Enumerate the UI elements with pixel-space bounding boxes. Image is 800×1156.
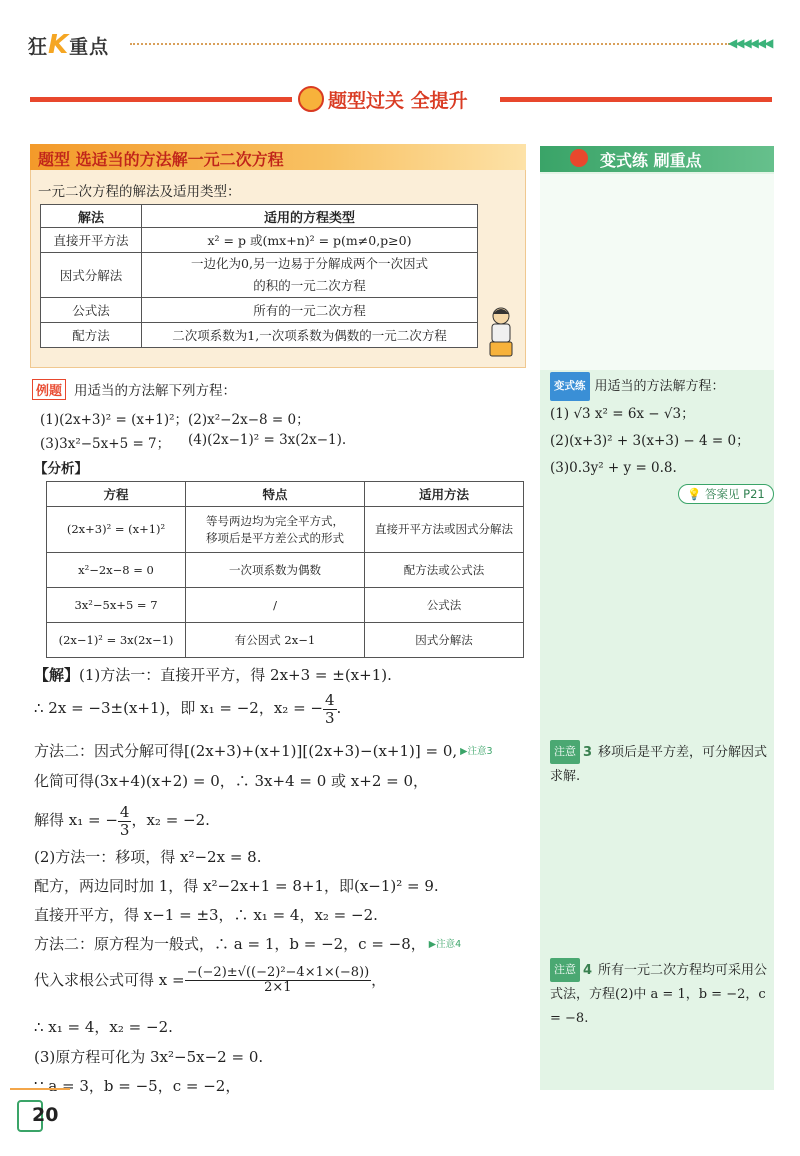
solution-line-13: ∵ a = 3，b = −5，c = −2， (34, 1077, 241, 1095)
practice-q1: (1) √3 x² = 6x − √3； (550, 406, 695, 422)
table-header: 方程 (47, 482, 186, 507)
quadratic-formula: $\frac{\text{−(−2)±√((−2)²−4×1×(−8))}}{2\times 1}$ (186, 965, 370, 996)
table-header: 特点 (186, 482, 365, 507)
analysis-label: 【分析】 (34, 461, 88, 477)
table-row: 3x²−5x+5 = 7 / 公式法 (47, 588, 524, 623)
solution-line-12: (3)原方程可化为 3x²−5x−2 = 0. (34, 1048, 264, 1066)
solution-line-5: 解得 x₁ = − $\frac{4}{3}$ ，x₂ = −2. (34, 803, 210, 839)
brand-logo: 狂K重点 (28, 30, 110, 60)
solution-line-11: ∴ x₁ = 4，x₂ = −2. (34, 1018, 173, 1036)
answer-link[interactable]: 💡 答案见 P21 (678, 484, 774, 504)
methods-table (40, 204, 478, 348)
solution-line-2: ∴ 2x = −3±(x+1)，即 x₁ = −2，x₂ = − $\frac{4}{3}$ . (34, 691, 342, 727)
table-header: 解法 (41, 205, 142, 228)
note-tag: 注意 (550, 958, 580, 982)
solution-line-4: 化简可得(3x+4)(x+2) = 0，∴ 3x+4 = 0 或 x+2 = 0， (34, 772, 429, 790)
note-4: 注意 4 所有一元二次方程均可采用公式法，方程(2)中 a = 1，b = −2，c = −8. (550, 958, 774, 1031)
practice-q3: (3)0.3y² + y = 0.8. (550, 460, 677, 476)
table-row: (2x−1)² = 3x(2x−1) 有公因式 2x−1 因式分解法 (47, 623, 524, 658)
practice-q2: (2)(x+3)² + 3(x+3) − 4 = 0； (550, 433, 750, 449)
note-3: 注意 3 移项后是平方差，可分解因式求解. (550, 740, 774, 789)
sidebar-title: 变式练 刷重点 (600, 151, 702, 170)
thinking-mascot-icon (484, 306, 518, 358)
example-line-1: (1)(2x+3)² = (x+1)²；(2)x²−2x−8 = 0； (40, 412, 310, 428)
section-badge-icon (298, 86, 324, 112)
header-arrows-icon: ◀◀◀◀◀◀ (728, 36, 772, 50)
header-divider (130, 43, 730, 45)
table-row: 因式分解法 一边化为0,另一边易于分解成两个一次因式 的积的一元二次方程 (41, 253, 478, 298)
table-row: x²−2x−8 = 0 一次项系数为偶数 配方法或公式法 (47, 553, 524, 588)
example-tag: 例题 (32, 379, 66, 400)
note-tag: 注意 (550, 740, 580, 764)
example-prompt: 例题 用适当的方法解下列方程： (32, 379, 236, 400)
table-row: (2x+3)² = (x+1)² 等号两边均为完全平方式， 移项后是平方差公式的形式 直接开平方法或因式分解法 (47, 507, 524, 553)
topic-title: 题型 选适当的方法解一元二次方程 (38, 150, 284, 169)
note-3-ref[interactable]: ▶注意3 (460, 746, 493, 757)
solution-line-10: 代入求根公式可得 x = $\frac{\text{−(−2)±√((−2)²−4×1×(−8))}}{2\times 1}$ ， (34, 965, 387, 996)
pencil-mascot-icon (570, 149, 588, 167)
table-header: 适用的方程类型 (142, 205, 478, 228)
sidebar-blank-area (540, 174, 774, 370)
page-number: 20 (32, 1104, 59, 1126)
solution-line-9: 方法二：原方程为一般式，∴ a = 1，b = −2，c = −8， ▶注意4 (34, 935, 462, 953)
footer-deco (10, 1088, 70, 1094)
topic-intro: 一元二次方程的解法及适用类型： (38, 184, 241, 200)
fraction: $\frac{4}{3}$ (324, 691, 335, 727)
solution-line-1: 【解】(1)方法一：直接开平方，得 2x+3 = ±(x+1). (34, 666, 392, 684)
section-band-left (30, 97, 292, 102)
section-band-right (500, 97, 772, 102)
practice-block: 变式练 用适当的方法解方程： (1) √3 x² = 6x − √3； (2)(x+3)² + 3(x+3) − 4 = 0； (3)0.3y² + y = 0.8. (550, 372, 750, 482)
practice-tag: 变式练 (550, 372, 590, 401)
example-line-2b: (4)(2x−1)² = 3x(2x−1). (188, 432, 347, 448)
solution-line-8: 直接开平方，得 x−1 = ±3，∴ x₁ = 4，x₂ = −2. (34, 906, 378, 924)
fraction: $\frac{4}{3}$ (119, 803, 130, 839)
solution-line-7: 配方，两边同时加 1，得 x²−2x+1 = 8+1，即(x−1)² = 9. (34, 877, 439, 895)
solution-line-6: (2)方法一：移项，得 x²−2x = 8. (34, 848, 262, 866)
table-header: 适用方法 (365, 482, 524, 507)
table-row: 配方法 二次项系数为1,一次项系数为偶数的一元二次方程 (41, 323, 478, 348)
note-4-ref[interactable]: ▶注意4 (428, 939, 462, 950)
section-title: 题型过关 全提升 (298, 86, 468, 113)
solution-line-3: 方法二：因式分解可得[(2x+3)+(x+1)][(2x+3)−(x+1)] = 0, ▶注意3 (34, 742, 493, 760)
analysis-table (46, 481, 524, 658)
table-row: 直接开平方法 x² = p 或(mx+n)² = p(m≠0,p≥0) (41, 228, 478, 253)
example-line-2a: (3)3x²−5x+5 = 7； (40, 436, 171, 452)
table-row: 公式法 所有的一元二次方程 (41, 298, 478, 323)
